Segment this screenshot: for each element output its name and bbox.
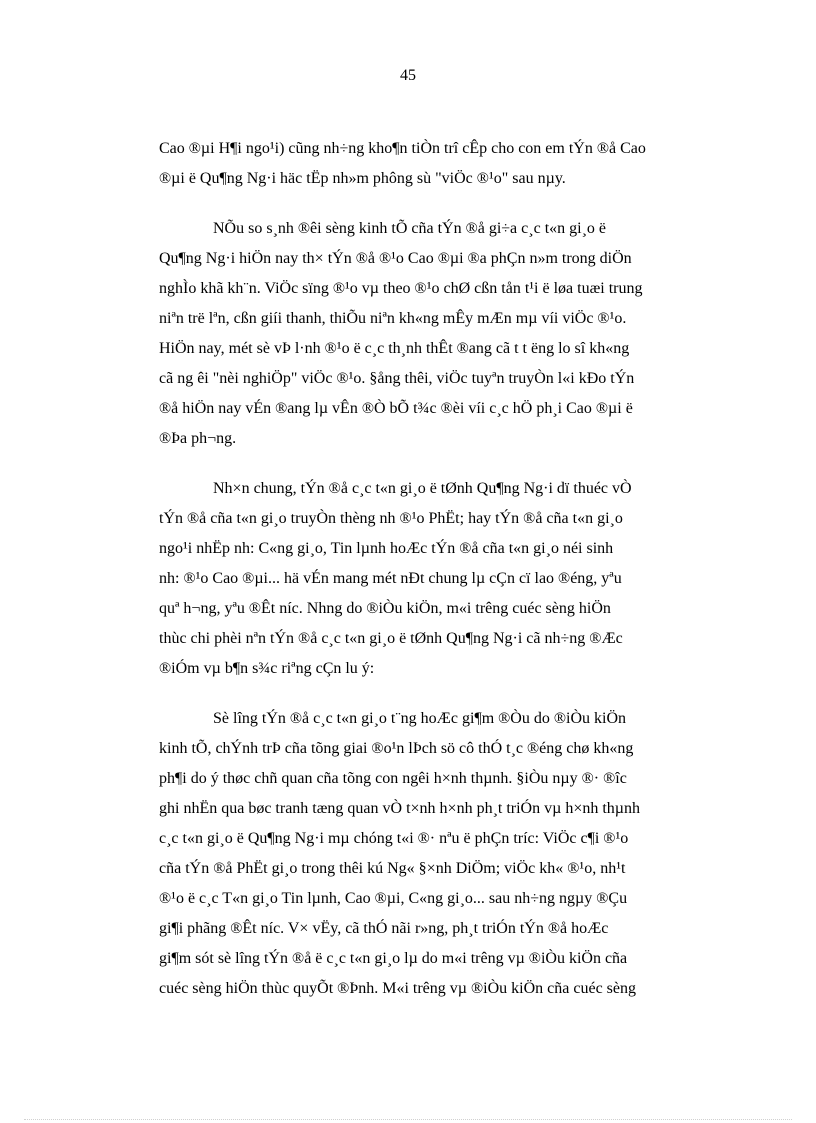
text-line: ®å hiÖn nay vÉn ®ang lµ vÊn ®Ò bÕ t¾c ®èi víi c¸c hÖ ph¸i Cao ®µi ë — [159, 400, 633, 417]
text-line: quª h¬ng, yªu ®Êt níc. Nhng do ®iÒu kiÖn, m«i trêng cuéc sèng hiÖn — [159, 600, 611, 617]
paragraph-3 — [159, 474, 740, 684]
page-number: 45 — [400, 67, 416, 84]
text-line: Nh×n chung, tÝn ®å c¸c t«n gi¸o ë tØnh Qu¶ng Ng·i dï thuéc vÒ — [213, 480, 632, 497]
text-line: ghi nhËn qua bøc tranh tæng quan vÒ t×nh h×nh ph¸t triÓn vµ h×nh thµnh — [159, 800, 641, 817]
text-line: gi¶m sót sè lîng tÝn ®å ë c¸c t«n gi¸o lµ do m«i trêng vµ ®iÒu kiÖn cña — [159, 950, 628, 967]
text-line: HiÖn nay, mét sè vÞ l·nh ®¹o ë c¸c th¸nh thÊt ®ang cã t t ëng lo sî kh«ng — [159, 340, 630, 357]
text-line: kinh tÕ, chÝnh trÞ cña tõng giai ®o¹n lÞch sö cô thÓ t¸c ®éng chø kh«ng — [159, 740, 634, 757]
text-line: cuéc sèng hiÖn thùc quyÕt ®Þnh. M«i trêng vµ ®iÒu kiÖn cña cuéc sèng — [159, 980, 636, 997]
paragraph-2 — [159, 214, 740, 454]
text-line: ®µi ë Qu¶ng Ng·i häc tËp nh»m phông sù "viÖc ®¹o" sau nµy. — [159, 170, 566, 187]
text-line: ®iÓm vµ b¶n s¾c riªng cÇn lu ý: — [159, 660, 375, 677]
text-line: ®¹o ë c¸c T«n gi¸o Tin lµnh, Cao ®µi, C«ng gi¸o... sau nh÷ng ngµy ®Çu — [159, 890, 628, 907]
text-line: ph¶i do ý thøc chñ quan cña tõng con ngêi h×nh thµnh. §iÒu nµy ®· ®îc — [159, 770, 627, 787]
text-line: cña tÝn ®å PhËt gi¸o trong thêi kú Ng« §×nh DiÖm; viÖc kh« ®¹o, nh¹t — [159, 860, 626, 877]
text-line: ngo¹i nhËp nh: C«ng gi¸o, Tin lµnh hoÆc tÝn ®å cña t«n gi¸o néi sinh — [159, 540, 614, 557]
text-line: NÕu so s¸nh ®êi sèng kinh tÕ cña tÝn ®å gi÷a c¸c t«n gi¸o ë — [213, 220, 607, 237]
body-text — [159, 134, 740, 1024]
text-line: thùc chi phèi nªn tÝn ®å c¸c t«n gi¸o ë tØnh Qu¶ng Ng·i cã nh÷ng ®Æc — [159, 630, 623, 647]
text-line: niªn trë lªn, cßn giíi thanh, thiÕu niªn kh«ng mÊy mÆn mµ víi viÖc ®¹o. — [159, 310, 627, 327]
text-line: nh: ®¹o Cao ®µi... hä vÉn mang mét nÐt chung lµ cÇn cï lao ®éng, yªu — [159, 570, 622, 587]
text-line: c¸c t«n gi¸o ë Qu¶ng Ng·i mµ chóng t«i ®· nªu ë phÇn tríc: ViÖc c¶i ®¹o — [159, 830, 629, 847]
text-line: Qu¶ng Ng·i hiÖn nay th× tÝn ®å ®¹o Cao ®µi ®a phÇn n»m trong diÖn — [159, 250, 632, 267]
text-line: nghÌo khã kh¨n. ViÖc sïng ®¹o vµ theo ®¹o chØ cßn tån t¹i ë løa tuæi trung — [159, 280, 643, 297]
text-line: cã ng êi "nèi nghiÖp" viÖc ®¹o. §ång thêi, viÖc tuyªn truyÒn l«i kÐo tÝn — [159, 370, 635, 387]
paragraph-1 — [159, 134, 740, 194]
paragraph-4 — [159, 704, 740, 1004]
text-line: gi¶i phãng ®Êt níc. V× vËy, cã thÓ nãi r»ng, ph¸t triÓn tÝn ®å hoÆc — [159, 920, 609, 937]
text-line: tÝn ®å cña t«n gi¸o truyÒn thèng nh ®¹o PhËt; hay tÝn ®å cña t«n gi¸o — [159, 510, 623, 527]
text-line: Sè lîng tÝn ®å c¸c t«n gi¸o t¨ng hoÆc gi¶m ®Òu do ®iÒu kiÖn — [213, 710, 627, 727]
page-bottom-divider — [24, 1119, 792, 1120]
text-line: ®Þa ph¬ng. — [159, 430, 237, 447]
text-line: Cao ®µi H¶i ngo¹i) cũng nh÷ng kho¶n tiÒn trî cÊp cho con em tÝn ®å Cao — [159, 140, 646, 157]
